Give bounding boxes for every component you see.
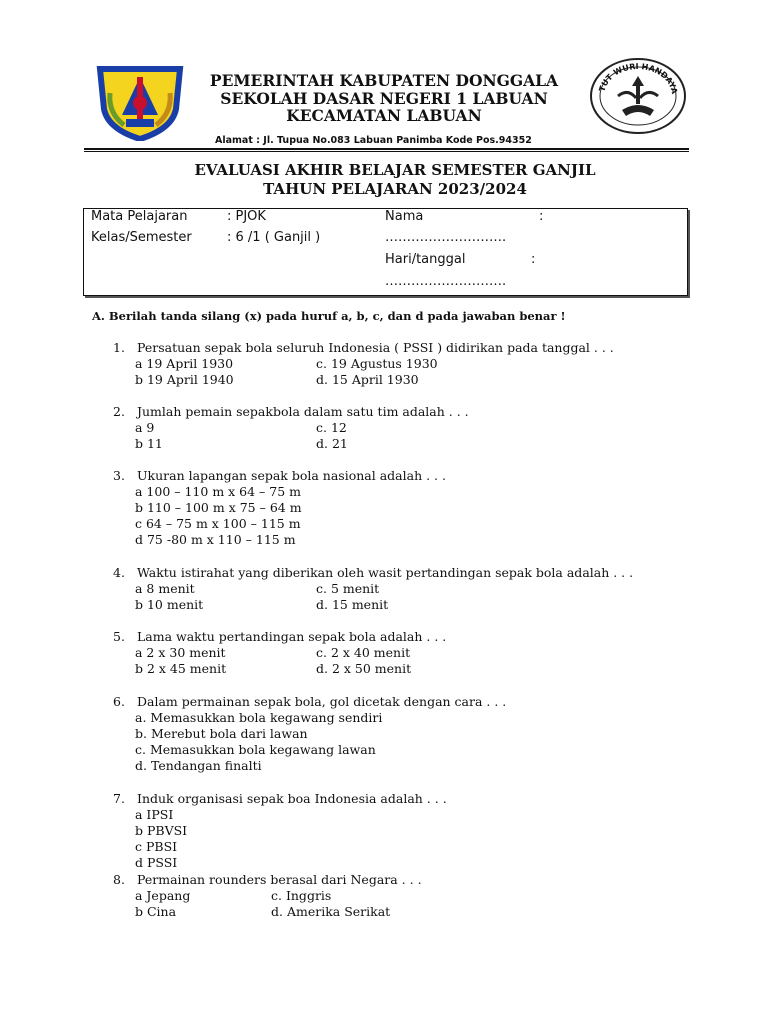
option-a: a. Memasukkan bola kegawang sendiri: [135, 710, 383, 725]
question-number: 6.: [113, 694, 125, 709]
question-text: Ukuran lapangan sepak bola nasional adalah . . .: [137, 468, 446, 483]
option-b: b 11: [135, 436, 163, 451]
class-label: Kelas/Semester: [91, 230, 192, 245]
option-b: b PBVSI: [135, 823, 188, 838]
option-c: c. 5 menit: [316, 581, 380, 596]
date-label: Hari/tanggal: [385, 252, 466, 267]
option-a: a Jepang: [135, 888, 191, 903]
header-address: Alamat : Jl. Tupua No.083 Labuan Panimba Kode Pos.94352: [215, 135, 532, 146]
name-colon: :: [539, 209, 544, 224]
question-2: [113, 404, 673, 454]
option-d: d PSSI: [135, 855, 178, 870]
option-d: d. Tendangan finalti: [135, 758, 262, 773]
question-7: [113, 791, 673, 873]
option-a: a 8 menit: [135, 581, 195, 596]
question-number: 4.: [113, 565, 125, 580]
question-5: [113, 629, 673, 679]
question-text: Permainan rounders berasal dari Negara . . .: [137, 872, 422, 887]
question-6: [113, 694, 673, 776]
question-number: 1.: [113, 340, 125, 355]
question-number: 2.: [113, 404, 125, 419]
option-b: b 2 x 45 menit: [135, 661, 227, 676]
option-b: b 19 April 1940: [135, 372, 234, 387]
header-divider-thin: [84, 151, 689, 152]
option-c: c. 2 x 40 menit: [316, 645, 411, 660]
option-b: b. Merebut bola dari lawan: [135, 726, 308, 741]
question-1: [113, 340, 673, 390]
option-c: c. 12: [316, 420, 347, 435]
option-a: a 9: [135, 420, 155, 435]
question-number: 5.: [113, 629, 125, 644]
question-number: 8.: [113, 872, 125, 887]
svg-text:TUT WURI HANDAYANI: TUT WURI HANDAYA: [597, 61, 679, 95]
option-c: c. Inggris: [271, 888, 332, 903]
header-government-line: PEMERINTAH KABUPATEN DONGGALA: [209, 71, 559, 90]
header-divider: [84, 148, 689, 150]
question-text: Dalam permainan sepak bola, gol dicetak dengan cara . . .: [137, 694, 507, 709]
question-text: Jumlah pemain sepakbola dalam satu tim adalah . . .: [137, 404, 469, 419]
option-d: d. 21: [316, 436, 348, 451]
option-d: d 75 -80 m x 110 – 115 m: [135, 532, 296, 547]
question-number: 7.: [113, 791, 125, 806]
question-4: [113, 565, 673, 615]
name-blank: ……………………….: [385, 230, 507, 245]
question-number: 3.: [113, 468, 125, 483]
option-d: d. 15 April 1930: [316, 372, 419, 387]
option-b: b Cina: [135, 904, 177, 919]
question-text: Lama waktu pertandingan sepak bola adalah . . .: [137, 629, 447, 644]
option-a: a 2 x 30 menit: [135, 645, 226, 660]
option-c: c. Memasukkan bola kegawang lawan: [135, 742, 376, 757]
question-8: [113, 872, 673, 922]
option-c: c PBSI: [135, 839, 178, 854]
option-d: d. 2 x 50 menit: [316, 661, 412, 676]
subject-label: Mata Pelajaran: [91, 209, 188, 224]
section-a-instruction: A. Berilah tanda silang (x) pada huruf a, b, c, dan d pada jawaban benar !: [92, 309, 566, 323]
class-value: : 6 /1 ( Ganjil ): [227, 230, 321, 245]
question-text: Persatuan sepak bola seluruh Indonesia ( PSSI ) didirikan pada tanggal . . .: [137, 340, 614, 355]
option-b: b 10 menit: [135, 597, 204, 612]
option-d: d. 15 menit: [316, 597, 389, 612]
date-blank: ……………………….: [385, 274, 507, 289]
option-c: c 64 – 75 m x 100 – 115 m: [135, 516, 301, 531]
option-c: c. 19 Agustus 1930: [316, 356, 438, 371]
option-a: a IPSI: [135, 807, 174, 822]
name-label: Nama: [385, 209, 424, 224]
question-text: Waktu istirahat yang diberikan oleh wasit pertandingan sepak bola adalah . . .: [137, 565, 634, 580]
option-d: d. Amerika Serikat: [271, 904, 391, 919]
exam-title: EVALUASI AKHIR BELAJAR SEMESTER GANJIL: [194, 161, 596, 179]
header-district-line: KECAMATAN LABUAN: [286, 106, 482, 125]
option-a: a 100 – 110 m x 64 – 75 m: [135, 484, 301, 499]
option-b: b 110 – 100 m x 75 – 64 m: [135, 500, 302, 515]
question-text: Induk organisasi sepak boa Indonesia adalah . . .: [137, 791, 447, 806]
exam-year: TAHUN PELAJARAN 2023/2024: [263, 180, 527, 198]
subject-value: : PJOK: [227, 209, 266, 224]
date-colon: :: [531, 252, 536, 267]
header-school-line: SEKOLAH DASAR NEGERI 1 LABUAN: [220, 89, 548, 108]
option-a: a 19 April 1930: [135, 356, 234, 371]
question-3: [113, 468, 673, 550]
